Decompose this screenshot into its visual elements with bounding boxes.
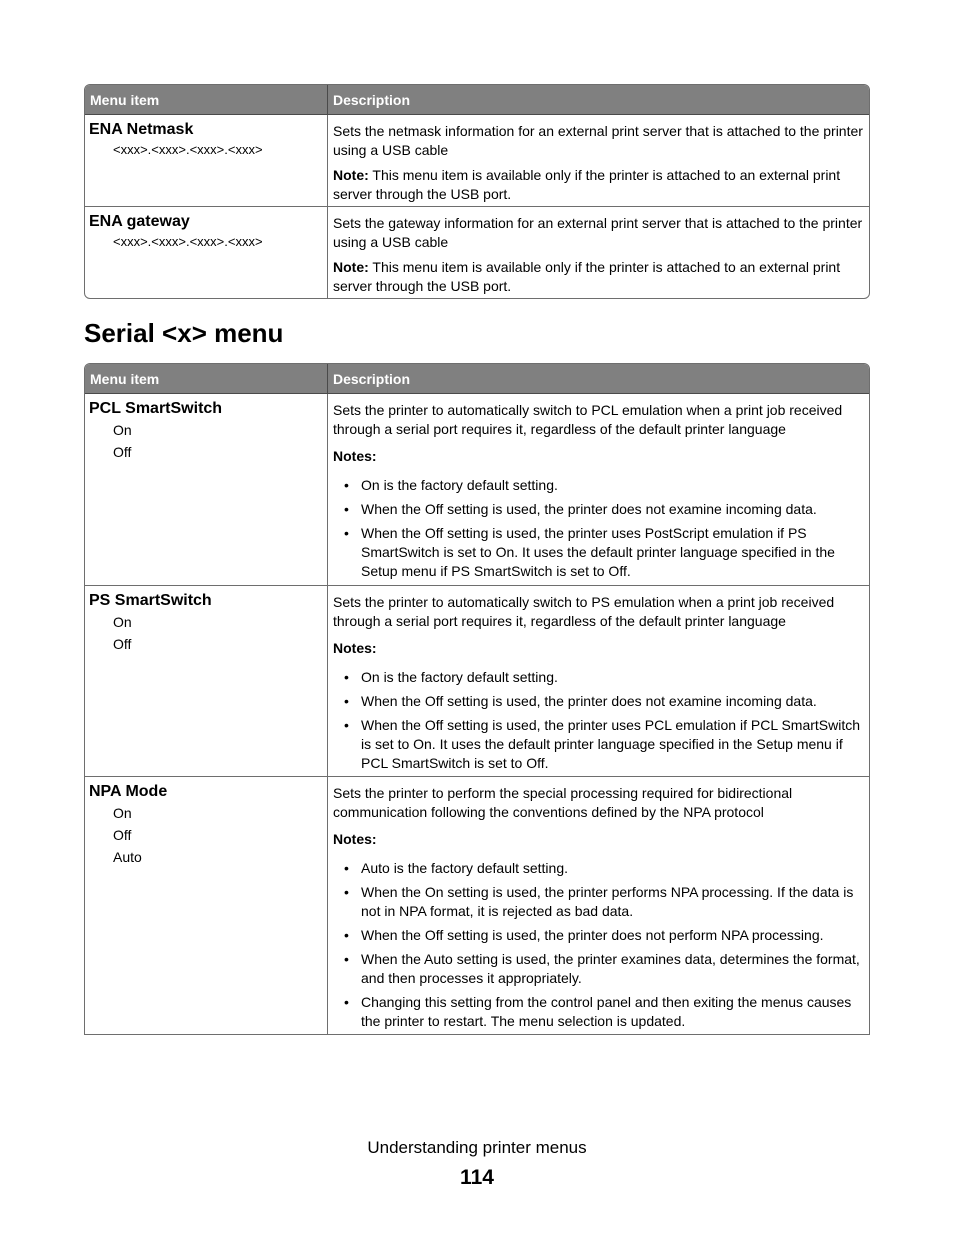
notes-list [333,668,865,773]
menu-item-value: On [113,614,132,630]
footer-title: Understanding printer menus [367,1138,587,1157]
table-row [85,207,869,298]
menu-item-value: Auto [113,849,142,865]
header-description: Description [333,92,411,108]
notes-label: Notes: [333,448,377,464]
notes-label: Notes: [333,831,377,847]
note-item: • When the Off setting is used, the printer uses PCL emulation if PCL SmartSwitch is set to On. It uses the default printer language specified in the Setup menu if PCL SmartSwitch is set to Off. [333,716,865,773]
description-text: Sets the printer to automatically switch to PCL emulation when a print job received through a serial port requires it, regardless of the default printer language [333,402,843,437]
note-item: • When the On setting is used, the printer performs NPA processing. If the data is not in NPA format, it is rejected as bad data. [333,883,865,921]
note-text: Note: This menu item is available only if the printer is attached to an external print server through the USB port. [333,259,841,294]
notes-list [333,476,865,581]
menu-item-value: <xxx>.<xxx>.<xxx>.<xxx> [113,142,263,157]
note-item: • When the Off setting is used, the printer uses PostScript emulation if PS SmartSwitch is set to On. It uses the default printer language specified in the Setup menu if PS SmartSwitch is set to Off. [333,524,865,581]
notes-label: Notes: [333,640,377,656]
table-header [85,85,869,115]
menu-item-value: Off [113,636,132,652]
header-menu-item: Menu item [85,364,328,393]
menu-item-value: On [113,422,132,438]
table-row [85,586,869,777]
description-text: Sets the gateway information for an external print server that is attached to the printer using a USB cable [333,215,863,250]
menu-item-value: Off [113,827,132,843]
menu-item-name: PS SmartSwitch [89,592,212,609]
menu-item-name: ENA gateway [89,213,190,230]
notes-list [333,859,865,1031]
menu-item-value: On [113,805,132,821]
note-item: • When the Off setting is used, the printer does not perform NPA processing. [333,926,865,945]
page-number: 114 [460,1166,494,1189]
header-description: Description [333,371,411,387]
description-text: Sets the netmask information for an external print server that is attached to the printer using a USB cable [333,123,863,158]
note-item: • When the Off setting is used, the printer does not examine incoming data. [333,692,865,711]
menu-item-name: NPA Mode [89,783,168,800]
note-item: • When the Off setting is used, the printer does not examine incoming data. [333,500,865,519]
note-item: • When the Auto setting is used, the printer examines data, determines the format, and then processes it appropriately. [333,950,865,988]
note-item: • On is the factory default setting. [333,476,865,495]
header-menu-item: Menu item [85,85,328,114]
description-text: Sets the printer to automatically switch to PS emulation when a print job received through a serial port requires it, regardless of the default printer language [333,594,835,629]
note-item: • Auto is the factory default setting. [333,859,865,878]
menu-item-name: PCL SmartSwitch [89,400,223,417]
menu-item-value: Off [113,444,132,460]
note-item: • Changing this setting from the control panel and then exiting the menus causes the printer to restart. The menu selection is updated. [333,993,865,1031]
description-text: Sets the printer to perform the special processing required for bidirectional communication following the conventions defined by the NPA protocol [333,785,793,820]
table-row [85,394,869,586]
menu-item-name: ENA Netmask [89,121,194,138]
note-text: Note: This menu item is available only if the printer is attached to an external print server through the USB port. [333,167,841,202]
table-header [85,364,869,394]
serial-menu-table [84,363,870,1035]
table-row [85,115,869,207]
ena-settings-table [84,84,870,299]
section-heading: Serial <x> menu [84,318,284,348]
note-item: • On is the factory default setting. [333,668,865,687]
table-row [85,777,869,1034]
menu-item-value: <xxx>.<xxx>.<xxx>.<xxx> [113,234,263,249]
